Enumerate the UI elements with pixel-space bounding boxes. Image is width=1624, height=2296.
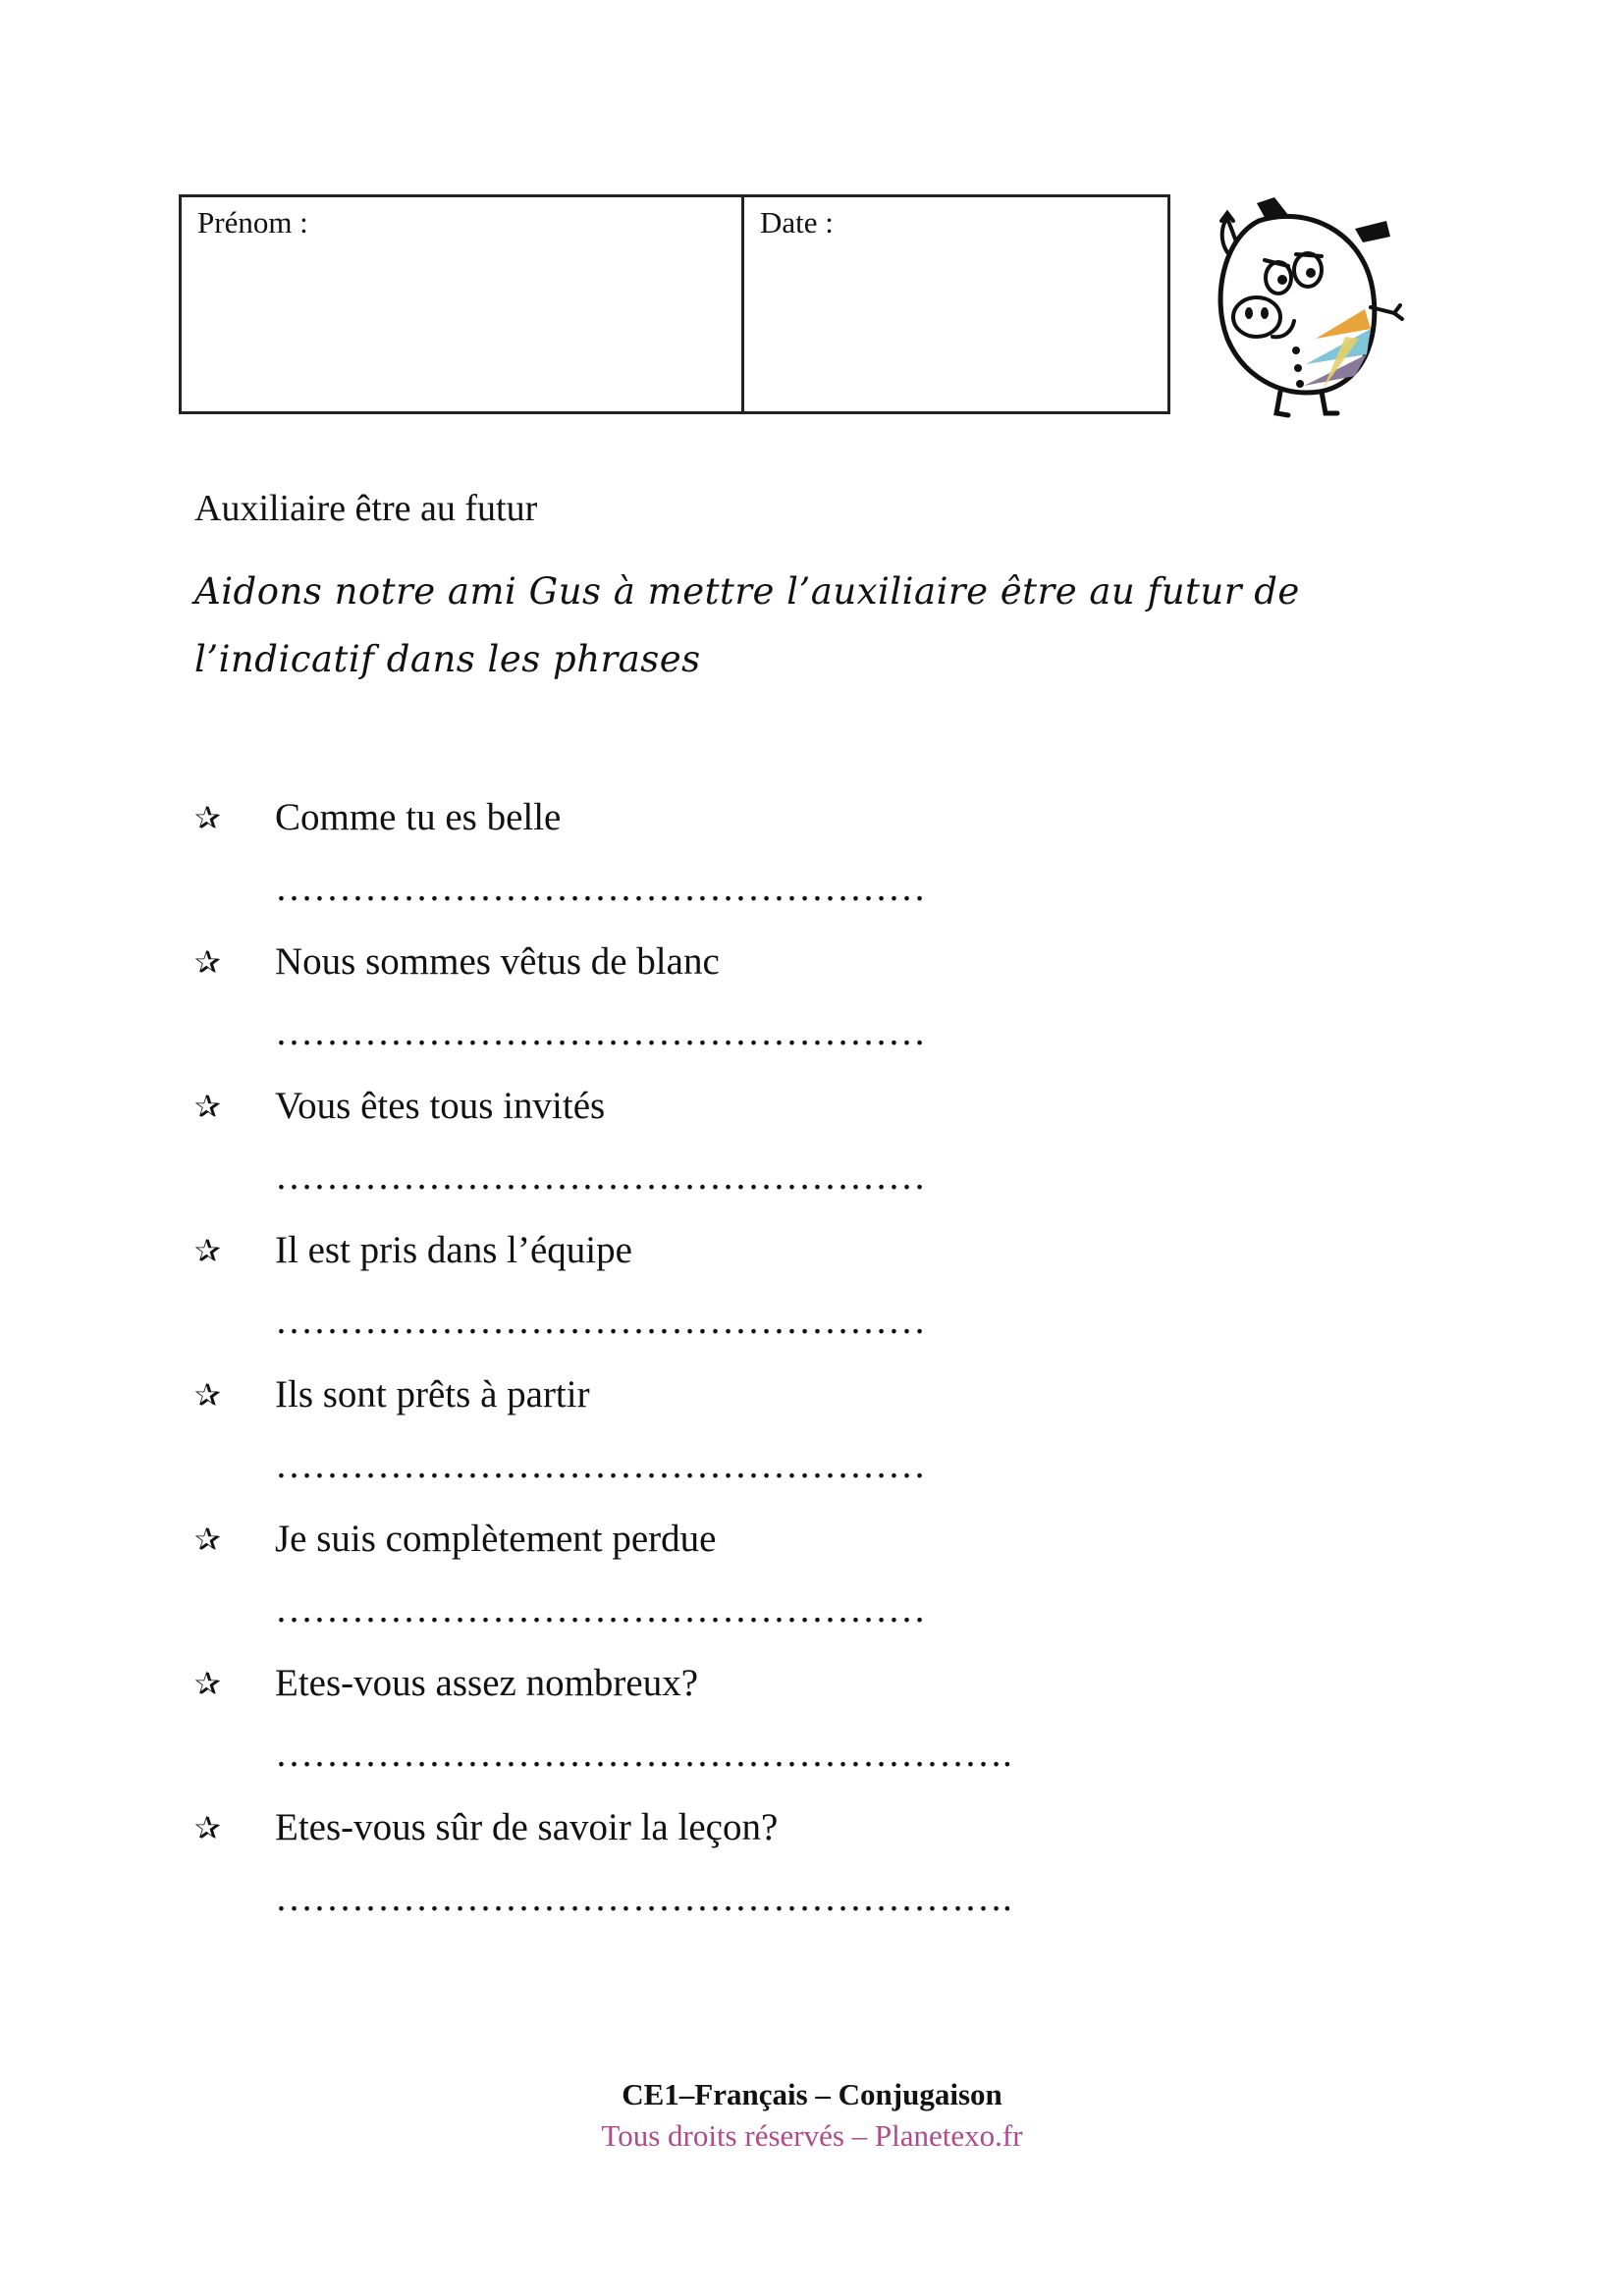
exercise-sentence: Etes-vous assez nombreux?	[275, 1662, 699, 1704]
date-label: Date :	[760, 205, 834, 240]
date-cell[interactable]	[744, 197, 1167, 411]
exercise-list	[194, 795, 1373, 1949]
exercise-instruction: Aidons notre ami Gus à mettre l’auxiliaire être au futur de l’indicatif dans les phrases	[194, 570, 1300, 680]
answer-line[interactable]: ……………………………………………	[275, 1444, 926, 1486]
exercise-sentence: Ils sont prêts à partir	[275, 1373, 590, 1415]
footer-copyright: Tous droits réservés – Planetexo.fr	[601, 2118, 1023, 2153]
star-bullet-icon: ✰	[194, 1088, 221, 1125]
footer-subject: CE1–Français – Conjugaison	[622, 2077, 1002, 2111]
star-bullet-icon: ✰	[194, 1665, 221, 1702]
answer-line[interactable]: ……………………………………………	[275, 1011, 926, 1053]
star-bullet-icon: ✰	[194, 943, 221, 981]
star-bullet-icon: ✰	[194, 1809, 221, 1846]
exercise-item	[194, 1805, 1373, 1949]
star-bullet-icon: ✰	[194, 1232, 221, 1269]
exercise-item	[194, 1084, 1373, 1228]
answer-line[interactable]: ………………………………………………….	[275, 1877, 1012, 1919]
star-bullet-icon: ✰	[194, 799, 221, 836]
gus-mascot-illustration	[1198, 191, 1424, 422]
exercise-item	[194, 1372, 1373, 1517]
answer-line[interactable]: ………………………………………………….	[275, 1733, 1012, 1775]
exercise-sentence: Comme tu es belle	[275, 796, 562, 838]
star-bullet-icon: ✰	[194, 1376, 221, 1414]
exercise-sentence: Etes-vous sûr de savoir la leçon?	[275, 1806, 779, 1848]
answer-line[interactable]: ……………………………………………	[275, 1300, 926, 1342]
answer-line[interactable]: ……………………………………………	[275, 867, 926, 909]
exercise-item	[194, 1661, 1373, 1805]
exercise-title: Auxiliaire être au futur	[194, 488, 538, 529]
answer-line[interactable]: ……………………………………………	[275, 1155, 926, 1198]
exercise-sentence: Je suis complètement perdue	[275, 1518, 717, 1560]
answer-line[interactable]: ……………………………………………	[275, 1588, 926, 1630]
student-info-box	[179, 194, 1170, 414]
exercise-sentence: Vous êtes tous invités	[275, 1085, 606, 1127]
exercise-sentence: Il est pris dans l’équipe	[275, 1229, 632, 1271]
exercise-item	[194, 1228, 1373, 1372]
name-cell[interactable]	[182, 197, 744, 411]
exercise-sentence: Nous sommes vêtus de blanc	[275, 940, 720, 983]
exercise-item	[194, 795, 1373, 939]
page-footer	[0, 2075, 1624, 2156]
star-bullet-icon: ✰	[194, 1521, 221, 1558]
exercise-item	[194, 939, 1373, 1084]
name-label: Prénom :	[197, 205, 308, 240]
exercise-item	[194, 1517, 1373, 1661]
